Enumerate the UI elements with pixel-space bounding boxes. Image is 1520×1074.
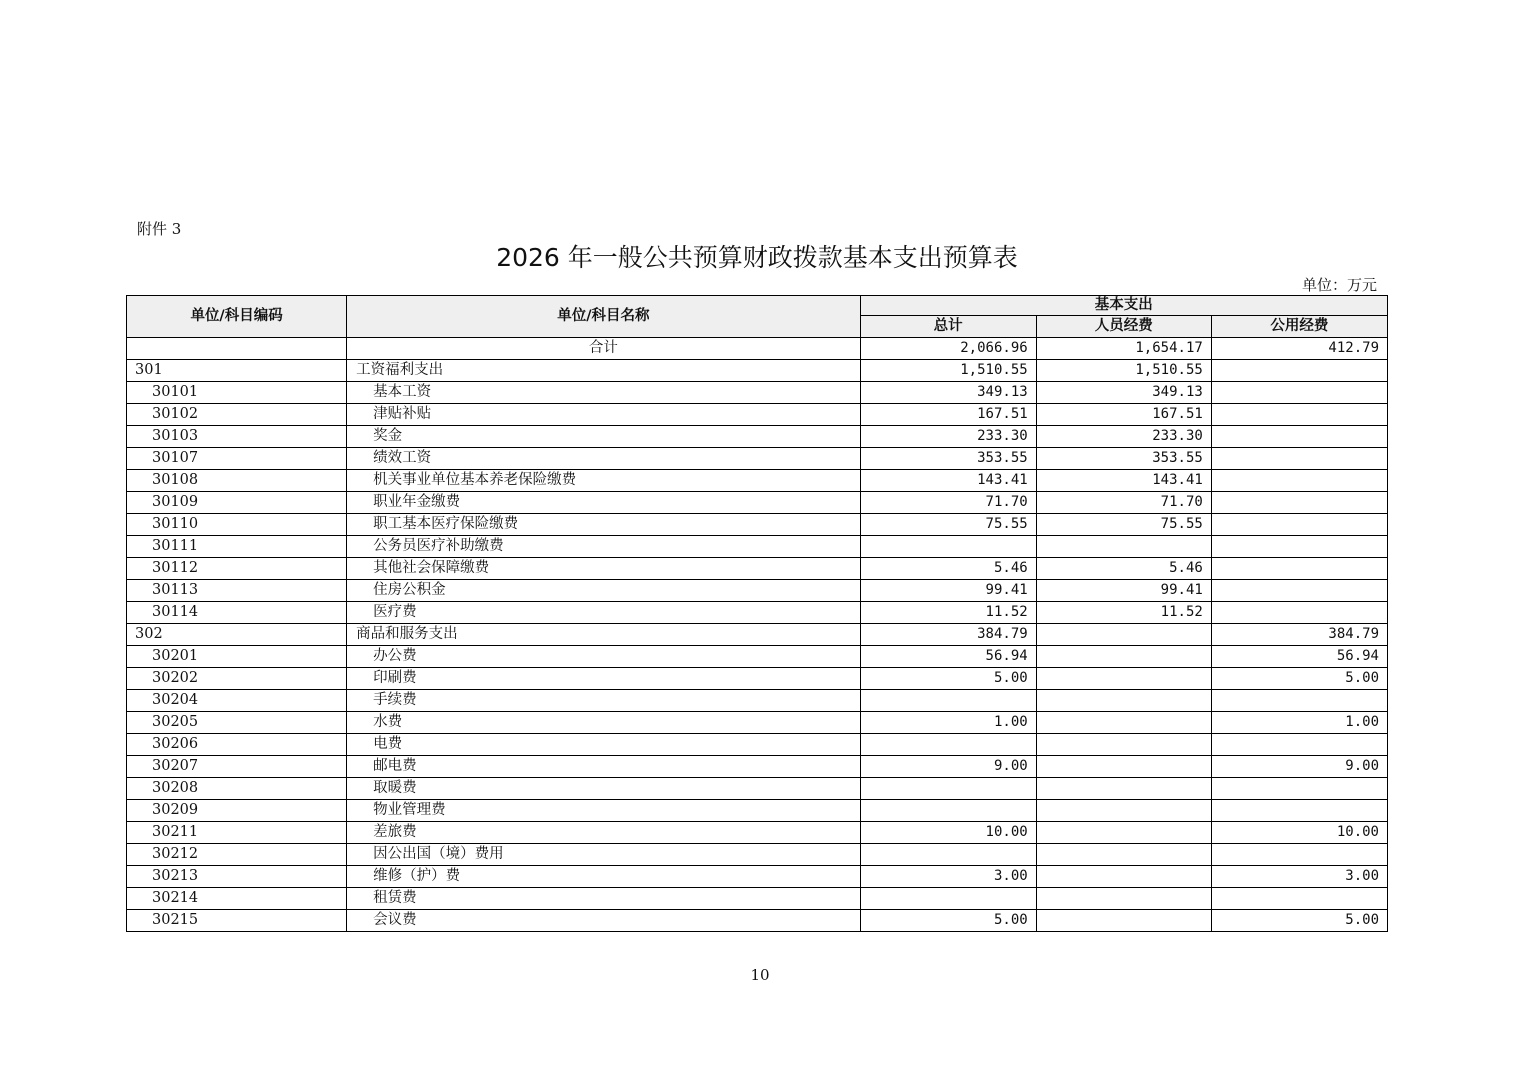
cell-total: 353.55 (860, 448, 1036, 470)
cell-name: 职工基本医疗保险缴费 (347, 514, 860, 536)
cell-code (127, 338, 347, 360)
cell-personnel (1036, 624, 1211, 646)
cell-code: 30103 (127, 426, 347, 448)
table-row (127, 888, 1388, 910)
page-title: 2026 年一般公共预算财政拨款基本支出预算表 (496, 243, 1018, 272)
cell-personnel: 71.70 (1036, 492, 1211, 514)
cell-total: 5.00 (860, 668, 1036, 690)
cell-total: 2,066.96 (860, 338, 1036, 360)
cell-total: 99.41 (860, 580, 1036, 602)
cell-name: 维修（护）费 (347, 866, 860, 888)
cell-personnel (1036, 800, 1211, 822)
cell-total: 71.70 (860, 492, 1036, 514)
cell-name: 印刷费 (347, 668, 860, 690)
table-row (127, 470, 1388, 492)
table-row (127, 404, 1388, 426)
cell-total (860, 778, 1036, 800)
cell-public (1211, 844, 1387, 866)
cell-personnel (1036, 910, 1211, 932)
cell-total (860, 536, 1036, 558)
cell-code: 30102 (127, 404, 347, 426)
cell-code: 30108 (127, 470, 347, 492)
cell-name: 商品和服务支出 (347, 624, 860, 646)
cell-total: 11.52 (860, 602, 1036, 624)
header-public: 公用经费 (1211, 316, 1387, 338)
table-row (127, 360, 1388, 382)
cell-name: 奖金 (347, 426, 860, 448)
cell-public (1211, 448, 1387, 470)
cell-public: 1.00 (1211, 712, 1387, 734)
cell-code: 30211 (127, 822, 347, 844)
cell-total: 167.51 (860, 404, 1036, 426)
cell-public (1211, 360, 1387, 382)
cell-public: 412.79 (1211, 338, 1387, 360)
table-row (127, 602, 1388, 624)
cell-name: 工资福利支出 (347, 360, 860, 382)
table-row (127, 734, 1388, 756)
table-row (127, 536, 1388, 558)
cell-total: 349.13 (860, 382, 1036, 404)
cell-personnel: 75.55 (1036, 514, 1211, 536)
cell-public (1211, 492, 1387, 514)
cell-personnel (1036, 690, 1211, 712)
unit-label: 单位：万元 (1301, 276, 1377, 294)
cell-name: 电费 (347, 734, 860, 756)
cell-name: 机关事业单位基本养老保险缴费 (347, 470, 860, 492)
cell-total: 1.00 (860, 712, 1036, 734)
cell-public (1211, 800, 1387, 822)
cell-personnel (1036, 756, 1211, 778)
cell-total: 9.00 (860, 756, 1036, 778)
cell-personnel: 353.55 (1036, 448, 1211, 470)
cell-public (1211, 404, 1387, 426)
cell-total: 233.30 (860, 426, 1036, 448)
cell-code: 301 (127, 360, 347, 382)
cell-total (860, 844, 1036, 866)
cell-name: 医疗费 (347, 602, 860, 624)
cell-total: 56.94 (860, 646, 1036, 668)
table-row (127, 646, 1388, 668)
cell-personnel: 99.41 (1036, 580, 1211, 602)
cell-public: 5.00 (1211, 668, 1387, 690)
cell-code: 30101 (127, 382, 347, 404)
cell-personnel (1036, 822, 1211, 844)
table-row (127, 448, 1388, 470)
cell-name: 职业年金缴费 (347, 492, 860, 514)
cell-name: 绩效工资 (347, 448, 860, 470)
cell-public (1211, 382, 1387, 404)
cell-public: 384.79 (1211, 624, 1387, 646)
cell-personnel (1036, 844, 1211, 866)
table-row (127, 382, 1388, 404)
cell-name: 会议费 (347, 910, 860, 932)
cell-name: 取暖费 (347, 778, 860, 800)
cell-personnel (1036, 888, 1211, 910)
cell-personnel (1036, 536, 1211, 558)
attachment-label: 附件 3 (137, 220, 182, 238)
header-total: 总计 (860, 316, 1036, 338)
cell-code: 30112 (127, 558, 347, 580)
table-row (127, 822, 1388, 844)
table-row (127, 866, 1388, 888)
header-name: 单位/科目名称 (347, 296, 860, 338)
cell-personnel (1036, 712, 1211, 734)
cell-name: 租赁费 (347, 888, 860, 910)
cell-personnel: 1,510.55 (1036, 360, 1211, 382)
cell-personnel (1036, 866, 1211, 888)
cell-personnel: 1,654.17 (1036, 338, 1211, 360)
cell-total (860, 800, 1036, 822)
cell-code: 30215 (127, 910, 347, 932)
cell-total: 384.79 (860, 624, 1036, 646)
cell-public: 10.00 (1211, 822, 1387, 844)
table-row (127, 624, 1388, 646)
cell-public (1211, 514, 1387, 536)
cell-public: 56.94 (1211, 646, 1387, 668)
header-basic-expenditure: 基本支出 (860, 296, 1387, 316)
cell-name: 手续费 (347, 690, 860, 712)
cell-total: 3.00 (860, 866, 1036, 888)
cell-total (860, 888, 1036, 910)
cell-code: 302 (127, 624, 347, 646)
table-row (127, 910, 1388, 932)
cell-public (1211, 734, 1387, 756)
cell-code: 30111 (127, 536, 347, 558)
cell-total (860, 734, 1036, 756)
cell-public: 3.00 (1211, 866, 1387, 888)
cell-code: 30214 (127, 888, 347, 910)
table-row (127, 800, 1388, 822)
cell-personnel (1036, 668, 1211, 690)
cell-code: 30206 (127, 734, 347, 756)
cell-personnel (1036, 646, 1211, 668)
table-row (127, 690, 1388, 712)
cell-personnel: 349.13 (1036, 382, 1211, 404)
cell-code: 30205 (127, 712, 347, 734)
cell-code: 30113 (127, 580, 347, 602)
cell-code: 30209 (127, 800, 347, 822)
table-row (127, 668, 1388, 690)
cell-public: 5.00 (1211, 910, 1387, 932)
cell-code: 30207 (127, 756, 347, 778)
table-row (127, 514, 1388, 536)
cell-name: 公务员医疗补助缴费 (347, 536, 860, 558)
cell-total: 5.00 (860, 910, 1036, 932)
table-row (127, 558, 1388, 580)
cell-total: 75.55 (860, 514, 1036, 536)
cell-total: 10.00 (860, 822, 1036, 844)
cell-name: 办公费 (347, 646, 860, 668)
table-row (127, 492, 1388, 514)
cell-code: 30114 (127, 602, 347, 624)
cell-personnel: 11.52 (1036, 602, 1211, 624)
cell-public (1211, 536, 1387, 558)
cell-name: 津贴补贴 (347, 404, 860, 426)
cell-name: 基本工资 (347, 382, 860, 404)
cell-code: 30109 (127, 492, 347, 514)
cell-total (860, 690, 1036, 712)
cell-name: 物业管理费 (347, 800, 860, 822)
cell-public (1211, 690, 1387, 712)
table-row (127, 580, 1388, 602)
cell-name: 其他社会保障缴费 (347, 558, 860, 580)
cell-public (1211, 426, 1387, 448)
table-row (127, 844, 1388, 866)
table-header (127, 296, 1388, 338)
cell-code: 30213 (127, 866, 347, 888)
cell-personnel: 5.46 (1036, 558, 1211, 580)
cell-public (1211, 602, 1387, 624)
cell-name: 住房公积金 (347, 580, 860, 602)
cell-name: 邮电费 (347, 756, 860, 778)
table-row (127, 426, 1388, 448)
cell-code: 30212 (127, 844, 347, 866)
table-row (127, 778, 1388, 800)
header-code: 单位/科目编码 (127, 296, 347, 338)
cell-personnel: 233.30 (1036, 426, 1211, 448)
cell-personnel (1036, 778, 1211, 800)
cell-name: 水费 (347, 712, 860, 734)
cell-code: 30202 (127, 668, 347, 690)
cell-code: 30204 (127, 690, 347, 712)
cell-public (1211, 888, 1387, 910)
cell-name: 因公出国（境）费用 (347, 844, 860, 866)
cell-total: 1,510.55 (860, 360, 1036, 382)
cell-code: 30110 (127, 514, 347, 536)
budget-table (126, 295, 1388, 932)
cell-code: 30201 (127, 646, 347, 668)
cell-code: 30107 (127, 448, 347, 470)
cell-total: 5.46 (860, 558, 1036, 580)
cell-public (1211, 778, 1387, 800)
table-body (127, 338, 1388, 932)
cell-personnel: 167.51 (1036, 404, 1211, 426)
cell-public (1211, 470, 1387, 492)
cell-public: 9.00 (1211, 756, 1387, 778)
cell-personnel (1036, 734, 1211, 756)
page-number: 10 (750, 966, 770, 984)
cell-public (1211, 558, 1387, 580)
cell-total: 143.41 (860, 470, 1036, 492)
table-row (127, 338, 1388, 360)
table-row (127, 756, 1388, 778)
cell-name: 合计 (347, 338, 860, 360)
cell-name: 差旅费 (347, 822, 860, 844)
table-row (127, 712, 1388, 734)
cell-code: 30208 (127, 778, 347, 800)
cell-public (1211, 580, 1387, 602)
header-personnel: 人员经费 (1036, 316, 1211, 338)
cell-personnel: 143.41 (1036, 470, 1211, 492)
